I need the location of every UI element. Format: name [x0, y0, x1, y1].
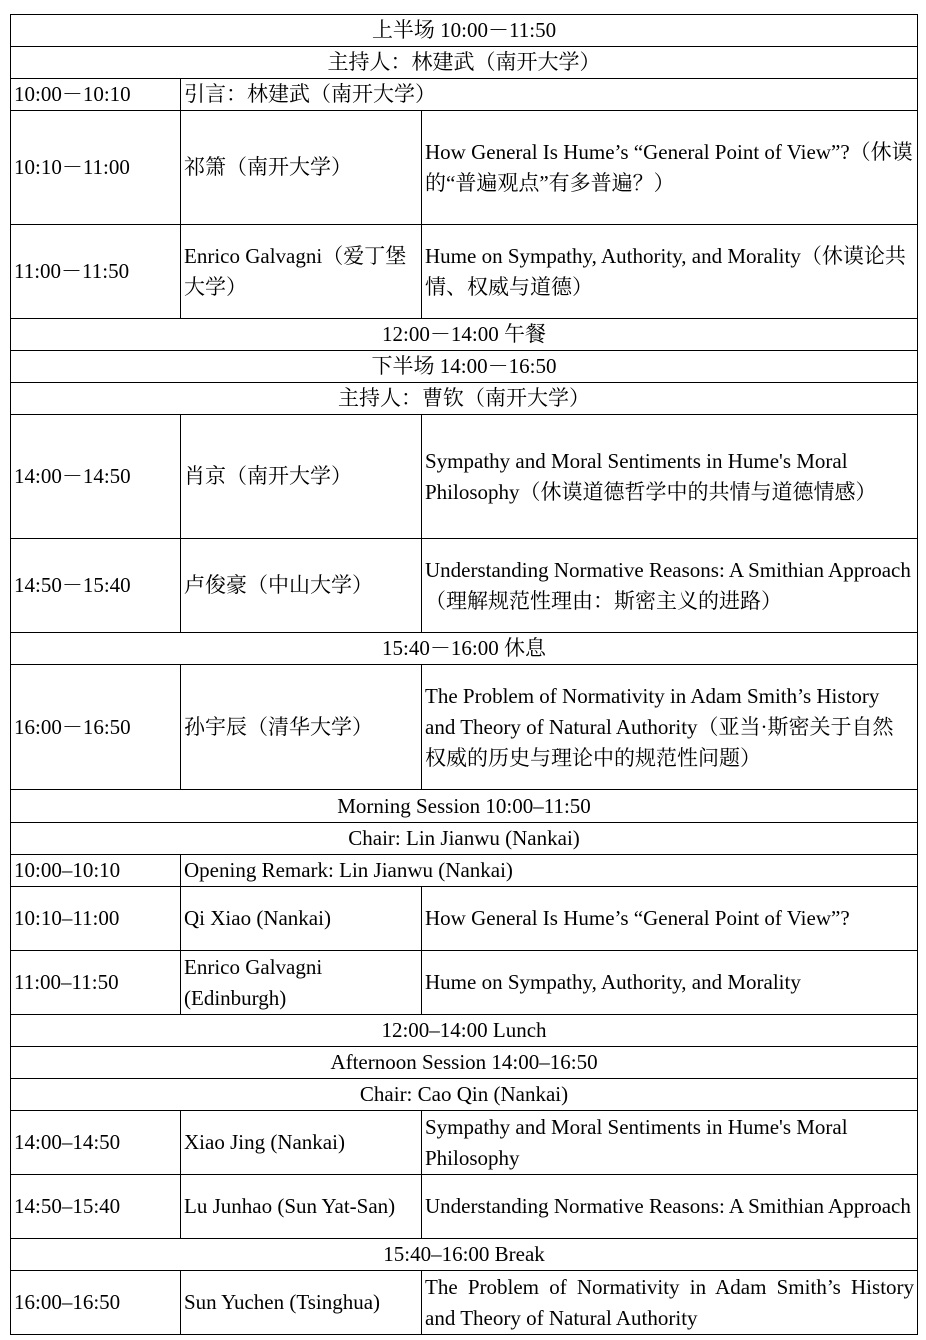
zh-talk-speaker: 孙宇辰（清华大学） [181, 665, 422, 790]
zh-talk-time: 14:00－14:50 [11, 415, 181, 539]
en-morning-session-header: Morning Session 10:00–11:50 [11, 790, 918, 823]
zh-talk-title: How General Is Hume’s “General Point of View”?（休谟的“普遍观点”有多普遍？） [422, 111, 918, 225]
en-talk-row [11, 887, 918, 951]
en-talk-title: Hume on Sympathy, Authority, and Morality [422, 951, 918, 1015]
en-talk-time: 14:50–15:40 [11, 1175, 181, 1239]
zh-opening-row [11, 79, 918, 111]
en-talk-title: How General Is Hume’s “General Point of View”? [422, 887, 918, 951]
en-talk-time: 16:00–16:50 [11, 1271, 181, 1335]
zh-talk-time: 10:10－11:00 [11, 111, 181, 225]
en-talk-row [11, 951, 918, 1015]
en-morning-chair: Chair: Lin Jianwu (Nankai) [11, 823, 918, 855]
zh-afternoon-header-row [11, 351, 918, 383]
zh-afternoon-chair-row [11, 383, 918, 415]
en-lunch-row [11, 1015, 918, 1047]
en-opening-time: 10:00–10:10 [11, 855, 181, 887]
en-talk-speaker: Xiao Jing (Nankai) [181, 1111, 422, 1175]
zh-talk-speaker: 卢俊豪（中山大学） [181, 539, 422, 633]
zh-talk-row [11, 415, 918, 539]
zh-talk-time: 14:50－15:40 [11, 539, 181, 633]
zh-talk-row [11, 665, 918, 790]
zh-talk-speaker: Enrico Galvagni（爱丁堡大学） [181, 225, 422, 319]
en-talk-speaker: Enrico Galvagni (Edinburgh) [181, 951, 422, 1015]
en-talk-title: The Problem of Normativity in Adam Smith’s History and Theory of Natural Authority [422, 1271, 918, 1335]
en-afternoon-session-header: Afternoon Session 14:00–16:50 [11, 1047, 918, 1079]
zh-opening-text: 引言：林建武（南开大学） [181, 79, 918, 111]
conference-schedule-table [10, 14, 918, 1335]
zh-talk-row [11, 111, 918, 225]
zh-morning-chair: 主持人：林建武（南开大学） [11, 47, 918, 79]
zh-talk-speaker: 祁箫（南开大学） [181, 111, 422, 225]
en-talk-row [11, 1111, 918, 1175]
en-morning-chair-row [11, 823, 918, 855]
zh-talk-time: 11:00－11:50 [11, 225, 181, 319]
en-talk-speaker: Sun Yuchen (Tsinghua) [181, 1271, 422, 1335]
en-opening-row [11, 855, 918, 887]
en-talk-time: 11:00–11:50 [11, 951, 181, 1015]
en-talk-speaker: Qi Xiao (Nankai) [181, 887, 422, 951]
en-opening-text: Opening Remark: Lin Jianwu (Nankai) [181, 855, 918, 887]
en-talk-speaker: Lu Junhao (Sun Yat-San) [181, 1175, 422, 1239]
en-talk-time: 10:10–11:00 [11, 887, 181, 951]
en-talk-title: Understanding Normative Reasons: A Smithian Approach [422, 1175, 918, 1239]
zh-talk-title: Understanding Normative Reasons: A Smithian Approach（理解规范性理由：斯密主义的进路） [422, 539, 918, 633]
en-break-row [11, 1239, 918, 1271]
zh-break: 15:40－16:00 休息 [11, 633, 918, 665]
zh-morning-header-row [11, 15, 918, 47]
en-afternoon-header-row [11, 1047, 918, 1079]
zh-break-row [11, 633, 918, 665]
zh-lunch: 12:00－14:00 午餐 [11, 319, 918, 351]
zh-morning-chair-row [11, 47, 918, 79]
zh-afternoon-chair: 主持人：曹钦（南开大学） [11, 383, 918, 415]
zh-talk-row [11, 225, 918, 319]
en-morning-header-row [11, 790, 918, 823]
zh-talk-title: Hume on Sympathy, Authority, and Morality（休谟论共情、权威与道德） [422, 225, 918, 319]
en-break: 15:40–16:00 Break [11, 1239, 918, 1271]
en-afternoon-chair: Chair: Cao Qin (Nankai) [11, 1079, 918, 1111]
zh-morning-session-header: 上半场 10:00－11:50 [11, 15, 918, 47]
zh-talk-title: The Problem of Normativity in Adam Smith’s History and Theory of Natural Authority（亚当·斯密关于自然权威的历史与理论中的规范性问题） [422, 665, 918, 790]
zh-afternoon-session-header: 下半场 14:00－16:50 [11, 351, 918, 383]
zh-lunch-row [11, 319, 918, 351]
zh-talk-time: 16:00－16:50 [11, 665, 181, 790]
en-talk-row [11, 1175, 918, 1239]
en-lunch: 12:00–14:00 Lunch [11, 1015, 918, 1047]
en-talk-row [11, 1271, 918, 1335]
zh-talk-speaker: 肖京（南开大学） [181, 415, 422, 539]
schedule-wrapper [10, 14, 918, 1335]
zh-talk-row [11, 539, 918, 633]
zh-talk-title: Sympathy and Moral Sentiments in Hume's Moral Philosophy（休谟道德哲学中的共情与道德情感） [422, 415, 918, 539]
en-afternoon-chair-row [11, 1079, 918, 1111]
en-talk-title: Sympathy and Moral Sentiments in Hume's Moral Philosophy [422, 1111, 918, 1175]
zh-opening-time: 10:00－10:10 [11, 79, 181, 111]
en-talk-time: 14:00–14:50 [11, 1111, 181, 1175]
